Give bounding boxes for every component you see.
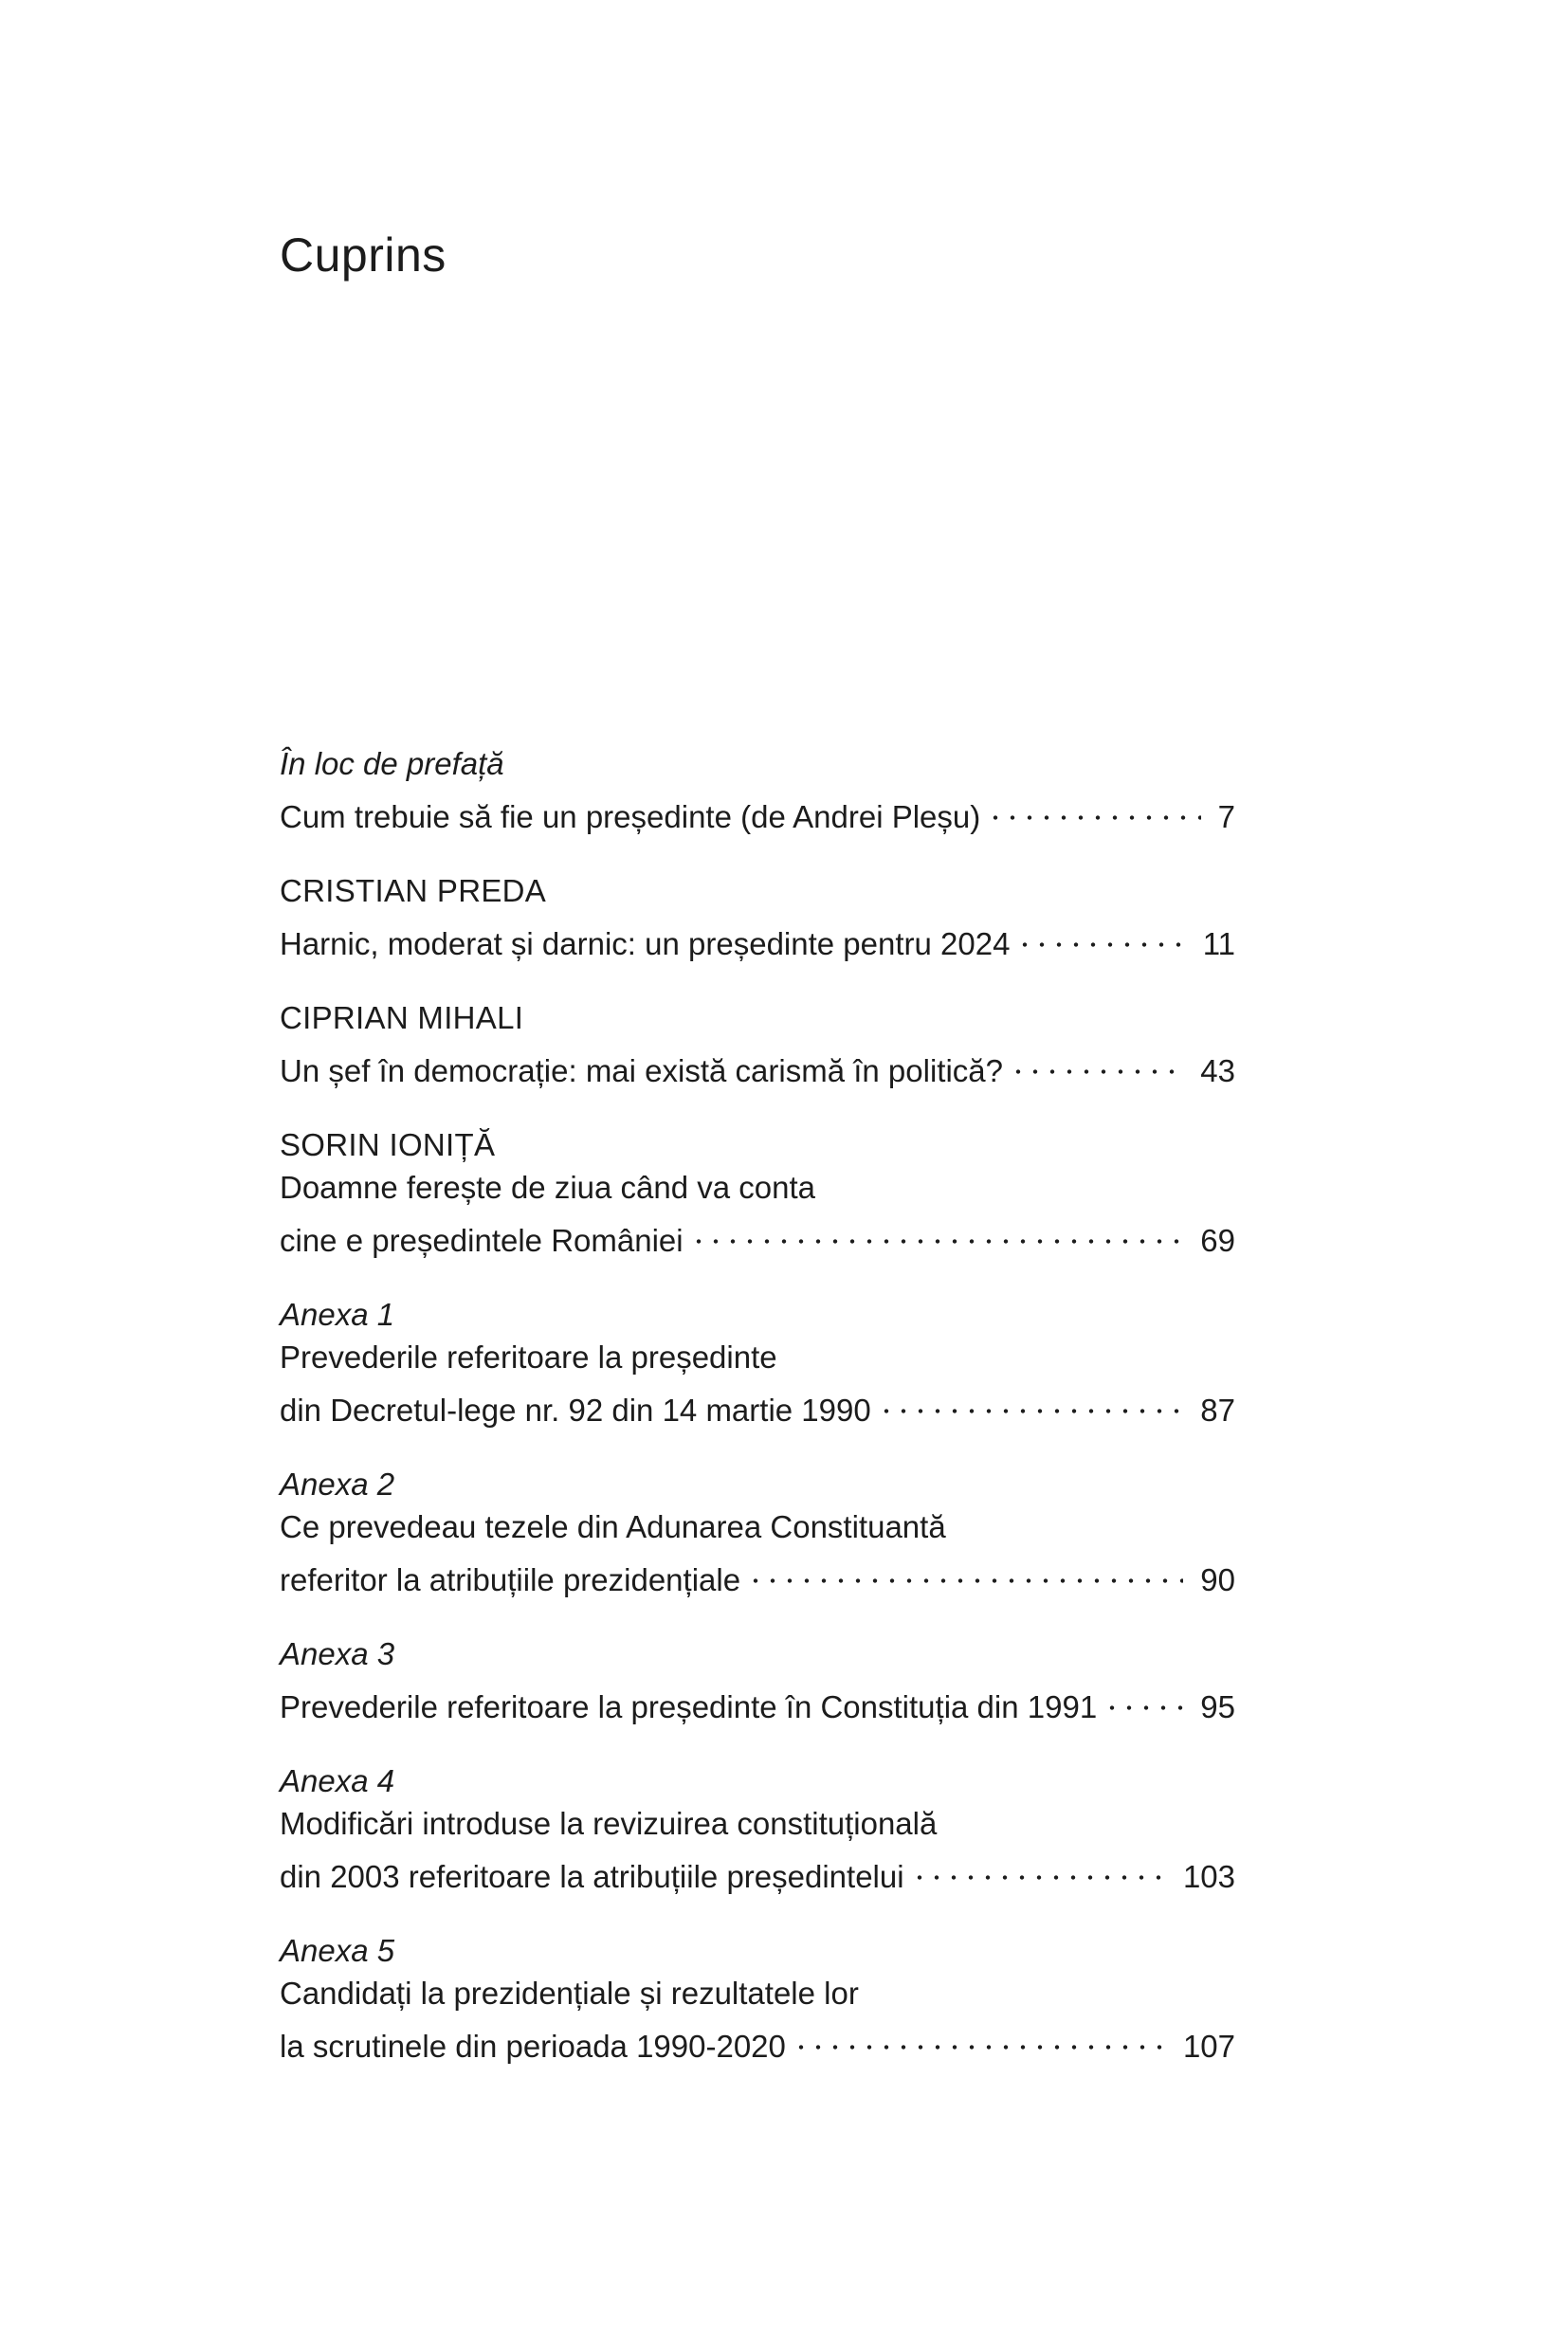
toc-entry-heading: Anexa 3 [280,1636,395,1671]
page-number: 90 [1200,1562,1235,1597]
toc-entry-line: Ce prevedeau tezele din Adunarea Constituantă [280,1509,946,1544]
dot-leader [1008,1039,1183,1082]
toc-entry [280,742,1235,838]
dot-leader [909,1845,1166,1887]
toc-entry-line-with-page [280,1548,1235,1601]
toc-entry-line: din Decretul-lege nr. 92 din 14 martie 1990 [280,1393,871,1428]
toc-entry-line-with-page [280,785,1235,838]
toc-entry-line: din 2003 referitoare la atribuțiile președintelui [280,1859,904,1894]
toc-entry [280,869,1235,965]
toc-entry [280,1632,1235,1728]
page-number: 103 [1182,1859,1235,1894]
toc-entry-line: referitor la atribuțiile prezidențiale [280,1562,741,1597]
toc-entry-line-with-page [280,1675,1235,1728]
toc-entry-line-with-page [280,2014,1235,2068]
toc-entry-heading: Anexa 4 [280,1763,395,1798]
toc-entry [280,1929,1235,2068]
toc-entry-line: Modificări introduse la revizuirea constituțională [280,1806,938,1841]
dot-leader [791,2014,1166,2057]
dot-leader [1102,1675,1183,1718]
toc-entry [280,1293,1235,1431]
page-title: Cuprins [280,228,447,282]
toc-entry-line: Harnic, moderat și darnic: un președinte pentru 2024 [280,926,1011,961]
toc-entry [280,996,1235,1092]
toc-entry-line: Prevederile referitoare la președinte în Constituția din 1991 [280,1689,1098,1724]
toc-entry [280,1759,1235,1898]
toc-entry-heading: Anexa 1 [280,1297,395,1332]
toc-entry-line-with-page [280,912,1235,965]
dot-leader [985,785,1200,828]
dot-leader [688,1209,1184,1251]
dot-leader [745,1548,1183,1591]
page-number: 69 [1200,1223,1235,1258]
toc-entry-list [280,742,1235,2099]
page-number: 7 [1217,799,1235,834]
dot-leader [1014,912,1185,955]
dot-leader [876,1378,1184,1421]
page-number: 87 [1200,1393,1235,1428]
toc-entry-line-with-page [280,1039,1235,1092]
toc-entry-line-with-page [280,1209,1235,1262]
toc-entry-line: Doamne ferește de ziua când va conta [280,1170,816,1205]
toc-entry-line-with-page [280,1378,1235,1431]
toc-entry [280,1123,1235,1262]
toc-entry-line: la scrutinele din perioada 1990-2020 [280,2029,786,2064]
toc-entry-line: Prevederile referitoare la președinte [280,1340,777,1375]
toc-entry [280,1463,1235,1601]
page-number: 11 [1202,926,1235,961]
toc-entry-heading: SORIN IONIȚĂ [280,1127,496,1162]
toc-entry-line: cine e președintele României [280,1223,684,1258]
toc-entry-line: Candidați la prezidențiale și rezultatele lor [280,1976,859,2011]
toc-entry-heading: CRISTIAN PREDA [280,873,547,908]
toc-entry-heading: În loc de prefață [280,746,504,781]
toc-entry-heading: CIPRIAN MIHALI [280,1000,524,1035]
toc-entry-line: Un șef în democrație: mai există carismă în politică? [280,1053,1003,1088]
toc-entry-line-with-page [280,1845,1235,1898]
toc-entry-heading: Anexa 2 [280,1467,395,1502]
page-number: 95 [1200,1689,1235,1724]
toc-entry-heading: Anexa 5 [280,1933,395,1968]
toc-entry-line: Cum trebuie să fie un președinte (de Andrei Pleșu) [280,799,981,834]
page-number: 43 [1200,1053,1235,1088]
page-number: 107 [1182,2029,1235,2064]
